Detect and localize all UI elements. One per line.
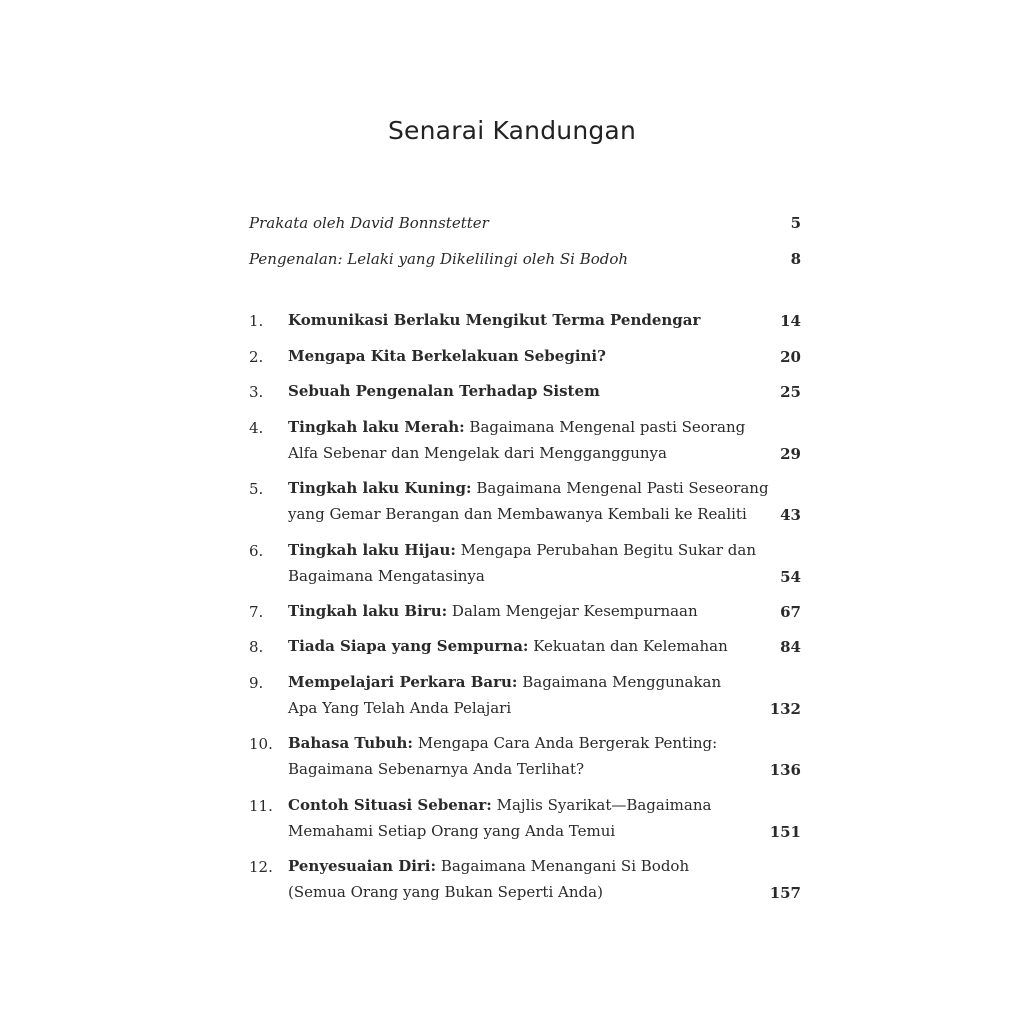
chapter-page: 67 xyxy=(780,603,801,621)
chapter-number: 2. xyxy=(249,348,264,366)
chapter-page: 20 xyxy=(780,348,801,366)
chapter-subtitle-line-2: Bagaimana Sebenarnya Anda Terlihat? xyxy=(288,760,585,778)
chapter-number: 8. xyxy=(249,638,264,656)
front-matter-introduction xyxy=(249,250,801,268)
chapter-title: Komunikasi Berlaku Mengikut Terma Pendengar xyxy=(288,311,701,329)
page-title: Senarai Kandungan xyxy=(387,116,637,145)
chapter-page: 25 xyxy=(780,383,801,401)
chapter-page: 157 xyxy=(769,884,801,902)
chapter-page: 151 xyxy=(769,823,801,841)
chapter-subtitle-line-2: Memahami Setiap Orang yang Anda Temui xyxy=(288,822,616,840)
chapter-subtitle: Mengapa Perubahan Begitu Sukar dan xyxy=(455,541,757,559)
chapter-number: 7. xyxy=(249,603,264,621)
front-matter-label: Pengenalan: Lelaki yang Dikelilingi oleh Si Bodoh xyxy=(249,250,629,268)
front-matter-page: 8 xyxy=(790,250,801,268)
chapter-title: Penyesuaian Diri: xyxy=(288,857,437,875)
chapter-page: 54 xyxy=(780,568,801,586)
chapter-subtitle: Bagaimana Mengenal pasti Seorang xyxy=(464,418,746,436)
chapter-number: 11. xyxy=(249,797,273,815)
chapter-number: 3. xyxy=(249,383,264,401)
chapter-subtitle: Dalam Mengejar Kesempurnaan xyxy=(447,602,698,620)
chapter-subtitle: Bagaimana Menangani Si Bodoh xyxy=(436,857,690,875)
chapter-title: Mengapa Kita Berkelakuan Sebegini? xyxy=(288,347,606,365)
chapter-title: Tingkah laku Hijau: xyxy=(288,541,456,559)
front-matter-preface xyxy=(249,214,801,232)
chapter-number: 9. xyxy=(249,674,264,692)
chapter-page: 136 xyxy=(769,761,801,779)
chapter-title: Bahasa Tubuh: xyxy=(288,734,413,752)
chapter-subtitle: Bagaimana Mengenal Pasti Seseorang xyxy=(471,479,769,497)
chapter-number: 5. xyxy=(249,480,264,498)
chapter-number: 12. xyxy=(249,858,273,876)
chapter-title: Mempelajari Perkara Baru: xyxy=(288,673,518,691)
chapter-title: Sebuah Pengenalan Terhadap Sistem xyxy=(288,382,600,400)
chapter-page: 43 xyxy=(780,506,801,524)
chapter-page: 132 xyxy=(769,700,801,718)
chapter-title: Tiada Siapa yang Sempurna: xyxy=(288,637,529,655)
chapter-title: Contoh Situasi Sebenar: xyxy=(288,796,492,814)
chapter-subtitle-line-2: yang Gemar Berangan dan Membawanya Kembali ke Realiti xyxy=(288,505,747,523)
chapter-subtitle-line-2: Bagaimana Mengatasinya xyxy=(288,567,485,585)
front-matter-page: 5 xyxy=(790,214,801,232)
chapter-subtitle-line-2: Apa Yang Telah Anda Pelajari xyxy=(288,699,512,717)
chapter-number: 4. xyxy=(249,419,264,437)
chapter-subtitle: Mengapa Cara Anda Bergerak Penting: xyxy=(412,734,718,752)
chapter-page: 14 xyxy=(780,312,801,330)
chapter-subtitle-line-2: Alfa Sebenar dan Mengelak dari Mengganggunya xyxy=(288,444,667,462)
chapter-subtitle: Majlis Syarikat—Bagaimana xyxy=(491,796,712,814)
chapter-page: 29 xyxy=(780,445,801,463)
chapter-subtitle: Bagaimana Menggunakan xyxy=(517,673,722,691)
chapter-subtitle-line-2: (Semua Orang yang Bukan Seperti Anda) xyxy=(288,883,603,901)
chapter-number: 6. xyxy=(249,542,264,560)
chapter-number: 10. xyxy=(249,735,273,753)
chapter-title: Tingkah laku Kuning: xyxy=(288,479,472,497)
chapter-title: Tingkah laku Biru: xyxy=(288,602,448,620)
chapter-title: Tingkah laku Merah: xyxy=(288,418,465,436)
chapter-page: 84 xyxy=(780,638,801,656)
front-matter-label: Prakata oleh David Bonnstetter xyxy=(249,214,489,232)
chapter-subtitle: Kekuatan dan Kelemahan xyxy=(528,637,728,655)
chapter-number: 1. xyxy=(249,312,264,330)
